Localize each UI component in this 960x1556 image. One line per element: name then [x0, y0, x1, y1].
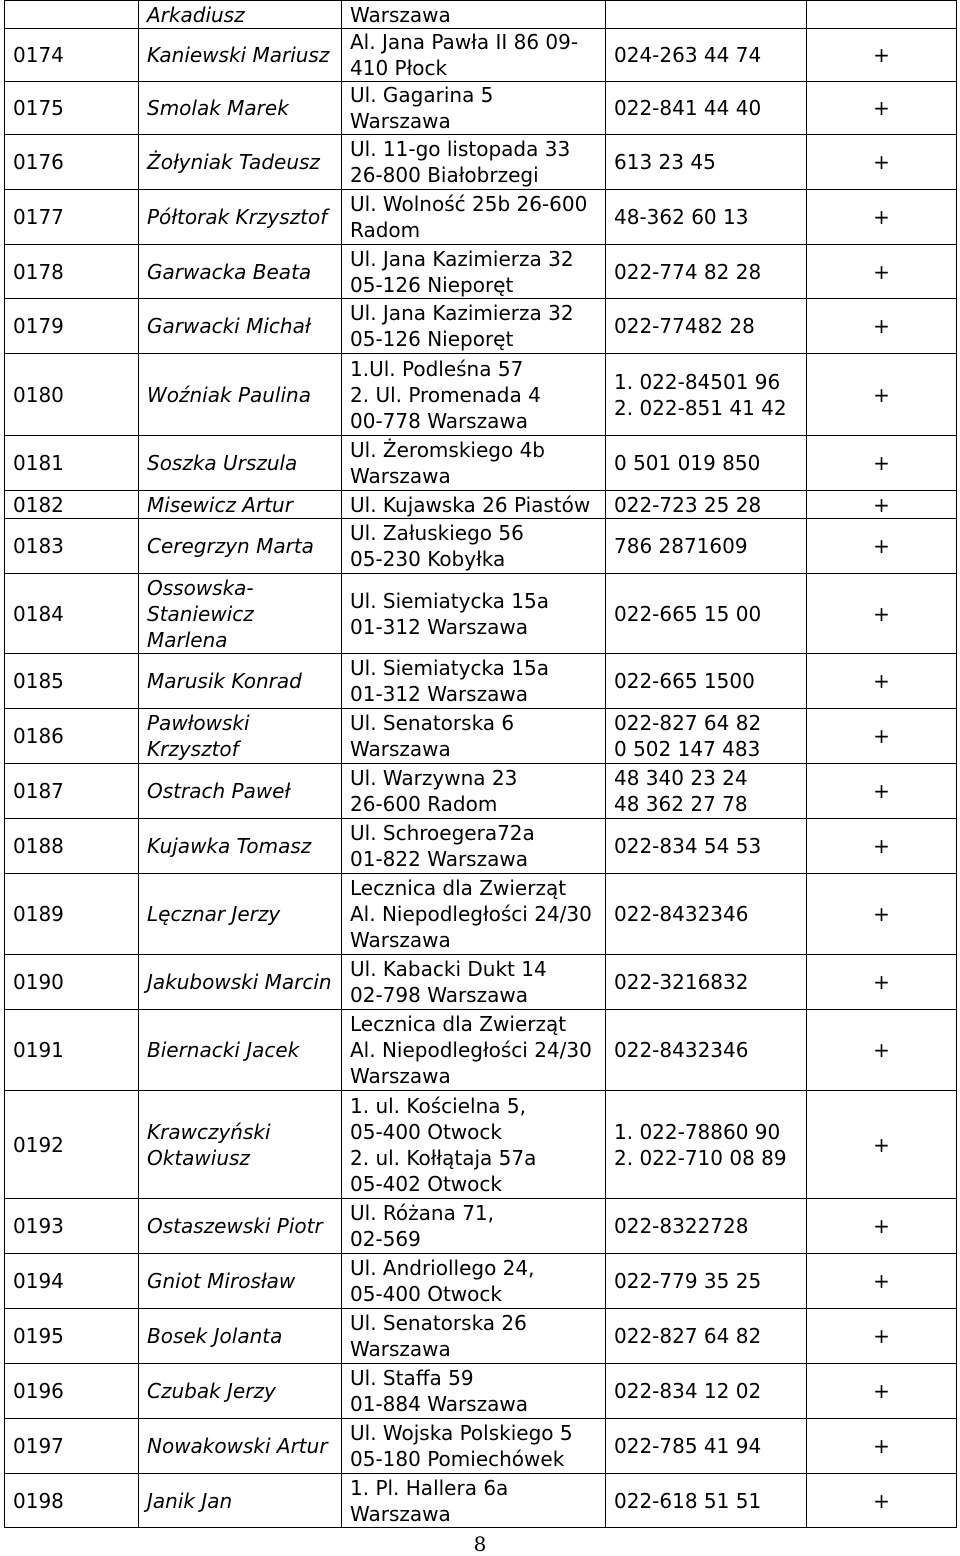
row-number: 0180	[5, 354, 139, 436]
row-number: 0186	[5, 709, 139, 764]
table-row	[5, 29, 957, 82]
owner-name: Jakubowski Marcin	[139, 955, 342, 1010]
owner-name: Biernacki Jacek	[139, 1010, 342, 1091]
row-number: 0187	[5, 764, 139, 819]
status-mark: +	[807, 709, 957, 764]
row-number: 0197	[5, 1419, 139, 1474]
owner-name: Kujawka Tomasz	[139, 819, 342, 874]
registry-body	[5, 1, 957, 1528]
address: Ul. Kabacki Dukt 14 02-798 Warszawa	[342, 955, 606, 1010]
phone: 022-785 41 94	[606, 1419, 807, 1474]
owner-name: Nowakowski Artur	[139, 1419, 342, 1474]
row-number: 0177	[5, 190, 139, 245]
address: Warszawa	[342, 1, 606, 29]
phone: 1. 022-78860 90 2. 022-710 08 89	[606, 1091, 807, 1199]
status-mark: +	[807, 491, 957, 519]
row-number	[5, 1, 139, 29]
table-row	[5, 1254, 957, 1309]
owner-name: Gniot Mirosław	[139, 1254, 342, 1309]
row-number: 0185	[5, 654, 139, 709]
row-number: 0175	[5, 82, 139, 135]
address: Ul. Wolność 25b 26-600 Radom	[342, 190, 606, 245]
table-row	[5, 1199, 957, 1254]
phone: 022-827 64 82 0 502 147 483	[606, 709, 807, 764]
phone: 022-834 54 53	[606, 819, 807, 874]
phone: 022-3216832	[606, 955, 807, 1010]
row-number: 0190	[5, 955, 139, 1010]
address: Ul. Staffa 59 01-884 Warszawa	[342, 1364, 606, 1419]
phone: 786 2871609	[606, 519, 807, 574]
page-number: 8	[473, 1532, 487, 1556]
owner-name: Lęcznar Jerzy	[139, 874, 342, 955]
status-mark: +	[807, 874, 957, 955]
row-number: 0179	[5, 299, 139, 354]
status-mark: +	[807, 354, 957, 436]
address: Ul. Andriollego 24, 05-400 Otwock	[342, 1254, 606, 1309]
status-mark: +	[807, 1364, 957, 1419]
status-mark: +	[807, 436, 957, 491]
address: Ul. Siemiatycka 15a 01-312 Warszawa	[342, 654, 606, 709]
address: Lecznica dla Zwierząt Al. Niepodległości 24/30 Warszawa	[342, 1010, 606, 1091]
table-row	[5, 709, 957, 764]
address: Ul. Senatorska 26 Warszawa	[342, 1309, 606, 1364]
phone: 024-263 44 74	[606, 29, 807, 82]
address: Ul. Wojska Polskiego 5 05-180 Pomiechówek	[342, 1419, 606, 1474]
status-mark	[807, 1, 957, 29]
table-row	[5, 82, 957, 135]
table-row	[5, 874, 957, 955]
status-mark: +	[807, 1474, 957, 1528]
status-mark: +	[807, 519, 957, 574]
phone: 022-8432346	[606, 874, 807, 955]
address: Ul. Żeromskiego 4b Warszawa	[342, 436, 606, 491]
owner-name: Ossowska- Staniewicz Marlena	[139, 574, 342, 654]
phone: 022-834 12 02	[606, 1364, 807, 1419]
owner-name: Ceregrzyn Marta	[139, 519, 342, 574]
row-number: 0182	[5, 491, 139, 519]
status-mark: +	[807, 299, 957, 354]
status-mark: +	[807, 135, 957, 190]
table-row	[5, 819, 957, 874]
owner-name: Pawłowski Krzysztof	[139, 709, 342, 764]
row-number: 0176	[5, 135, 139, 190]
phone: 022-8322728	[606, 1199, 807, 1254]
table-row	[5, 190, 957, 245]
phone: 022-665 15 00	[606, 574, 807, 654]
registry-table	[4, 0, 957, 1528]
row-number: 0192	[5, 1091, 139, 1199]
phone	[606, 1, 807, 29]
address: Ul. Gagarina 5 Warszawa	[342, 82, 606, 135]
row-number: 0193	[5, 1199, 139, 1254]
row-number: 0196	[5, 1364, 139, 1419]
status-mark: +	[807, 245, 957, 299]
owner-name: Czubak Jerzy	[139, 1364, 342, 1419]
owner-name: Ostaszewski Piotr	[139, 1199, 342, 1254]
owner-name: Janik Jan	[139, 1474, 342, 1528]
phone: 022-618 51 51	[606, 1474, 807, 1528]
table-row	[5, 299, 957, 354]
table-row	[5, 354, 957, 436]
phone: 022-723 25 28	[606, 491, 807, 519]
address: 1. Pl. Hallera 6a Warszawa	[342, 1474, 606, 1528]
owner-name: Smolak Marek	[139, 82, 342, 135]
table-row	[5, 1474, 957, 1528]
row-number: 0188	[5, 819, 139, 874]
status-mark: +	[807, 1309, 957, 1364]
owner-name: Bosek Jolanta	[139, 1309, 342, 1364]
owner-name: Kaniewski Mariusz	[139, 29, 342, 82]
phone: 022-8432346	[606, 1010, 807, 1091]
table-row	[5, 1364, 957, 1419]
status-mark: +	[807, 1091, 957, 1199]
address: Lecznica dla Zwierząt Al. Niepodległości 24/30 Warszawa	[342, 874, 606, 955]
phone: 022-774 82 28	[606, 245, 807, 299]
status-mark: +	[807, 574, 957, 654]
address: Ul. Jana Kazimierza 32 05-126 Nieporęt	[342, 299, 606, 354]
row-number: 0174	[5, 29, 139, 82]
table-row	[5, 1309, 957, 1364]
owner-name: Garwacki Michał	[139, 299, 342, 354]
phone: 48-362 60 13	[606, 190, 807, 245]
owner-name: Żołyniak Tadeusz	[139, 135, 342, 190]
row-number: 0178	[5, 245, 139, 299]
status-mark: +	[807, 955, 957, 1010]
phone: 022-841 44 40	[606, 82, 807, 135]
table-row	[5, 436, 957, 491]
address: 1.Ul. Podleśna 57 2. Ul. Promenada 4 00-778 Warszawa	[342, 354, 606, 436]
status-mark: +	[807, 819, 957, 874]
table-row	[5, 135, 957, 190]
table-row	[5, 245, 957, 299]
row-number: 0181	[5, 436, 139, 491]
owner-name: Soszka Urszula	[139, 436, 342, 491]
table-row	[5, 574, 957, 654]
row-number: 0189	[5, 874, 139, 955]
phone: 48 340 23 24 48 362 27 78	[606, 764, 807, 819]
table-row	[5, 519, 957, 574]
address: Ul. Schroegera72a 01-822 Warszawa	[342, 819, 606, 874]
address: 1. ul. Kościelna 5, 05-400 Otwock 2. ul. Kołłątaja 57a 05-402 Otwock	[342, 1091, 606, 1199]
owner-name: Arkadiusz	[139, 1, 342, 29]
phone: 022-779 35 25	[606, 1254, 807, 1309]
row-number: 0183	[5, 519, 139, 574]
status-mark: +	[807, 29, 957, 82]
owner-name: Ostrach Paweł	[139, 764, 342, 819]
address: Al. Jana Pawła II 86 09- 410 Płock	[342, 29, 606, 82]
status-mark: +	[807, 1199, 957, 1254]
status-mark: +	[807, 1254, 957, 1309]
address: Ul. Załuskiego 56 05-230 Kobyłka	[342, 519, 606, 574]
row-number: 0198	[5, 1474, 139, 1528]
address: Ul. Warzywna 23 26-600 Radom	[342, 764, 606, 819]
owner-name: Marusik Konrad	[139, 654, 342, 709]
table-row	[5, 1010, 957, 1091]
owner-name: Woźniak Paulina	[139, 354, 342, 436]
table-row	[5, 955, 957, 1010]
status-mark: +	[807, 764, 957, 819]
owner-name: Misewicz Artur	[139, 491, 342, 519]
status-mark: +	[807, 82, 957, 135]
address: Ul. 11-go listopada 33 26-800 Białobrzegi	[342, 135, 606, 190]
status-mark: +	[807, 1419, 957, 1474]
table-row	[5, 491, 957, 519]
address: Ul. Różana 71, 02-569	[342, 1199, 606, 1254]
row-number: 0191	[5, 1010, 139, 1091]
address: Ul. Siemiatycka 15a 01-312 Warszawa	[342, 574, 606, 654]
phone: 022-827 64 82	[606, 1309, 807, 1364]
phone: 022-77482 28	[606, 299, 807, 354]
table-row	[5, 654, 957, 709]
phone: 022-665 1500	[606, 654, 807, 709]
table-row	[5, 1091, 957, 1199]
row-number: 0195	[5, 1309, 139, 1364]
table-row	[5, 1, 957, 29]
address: Ul. Senatorska 6 Warszawa	[342, 709, 606, 764]
status-mark: +	[807, 190, 957, 245]
owner-name: Półtorak Krzysztof	[139, 190, 342, 245]
row-number: 0184	[5, 574, 139, 654]
phone: 1. 022-84501 96 2. 022-851 41 42	[606, 354, 807, 436]
owner-name: Krawczyński Oktawiusz	[139, 1091, 342, 1199]
phone: 0 501 019 850	[606, 436, 807, 491]
row-number: 0194	[5, 1254, 139, 1309]
address: Ul. Jana Kazimierza 32 05-126 Nieporęt	[342, 245, 606, 299]
address: Ul. Kujawska 26 Piastów	[342, 491, 606, 519]
status-mark: +	[807, 1010, 957, 1091]
status-mark: +	[807, 654, 957, 709]
table-row	[5, 764, 957, 819]
owner-name: Garwacka Beata	[139, 245, 342, 299]
table-row	[5, 1419, 957, 1474]
phone: 613 23 45	[606, 135, 807, 190]
